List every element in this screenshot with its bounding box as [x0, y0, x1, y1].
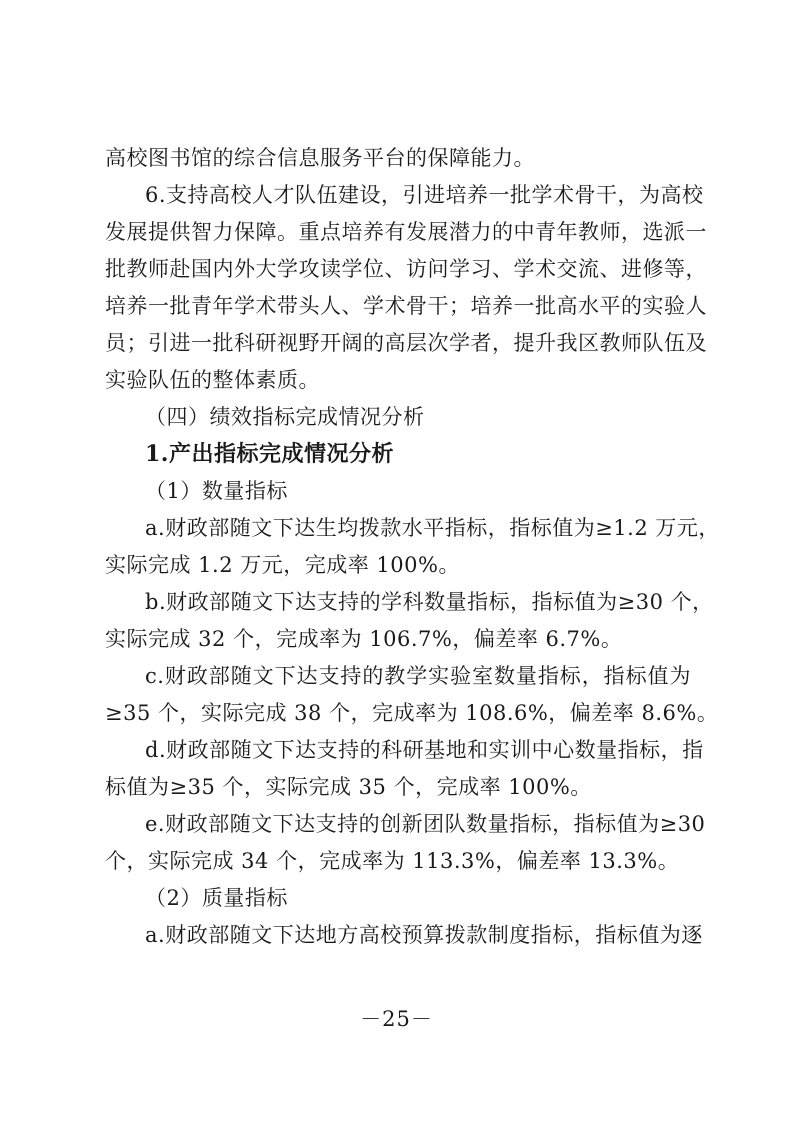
document-body: [105, 140, 720, 954]
paragraph-line: 批教师赴国内外大学攻读学位、访问学习、学术交流、进修等，: [105, 257, 707, 281]
sub-subsection-heading: （2）质量指标: [145, 886, 288, 910]
section-heading: （四）绩效指标完成情况分析: [145, 405, 425, 429]
paragraph-line: 发展提供智力保障。重点培养有发展潜力的中青年教师，选派一: [105, 220, 707, 244]
paragraph-line: 实验队伍的整体素质。: [105, 368, 320, 392]
subsection-heading: 1.产出指标完成情况分析: [145, 441, 394, 467]
sub-subsection-heading: （1）数量指标: [145, 479, 288, 503]
paragraph-line: d.财政部随文下达支持的科研基地和实训中心数量指标，指: [145, 738, 704, 762]
paragraph-line: ≥35 个，实际完成 38 个，完成率为 108.6%，偏差率 8.6%。: [105, 701, 719, 725]
paragraph-line: c.财政部随文下达支持的教学实验室数量指标，指标值为: [145, 664, 691, 688]
paragraph-line: b.财政部随文下达支持的学科数量指标，指标值为≥30 个，: [145, 590, 714, 614]
paragraph-line: 个，实际完成 34 个，完成率为 113.3%，偏差率 13.3%。: [105, 849, 680, 873]
paragraph-line: 员；引进一批科研视野开阔的高层次学者，提升我区教师队伍及: [105, 331, 707, 355]
paragraph-line: a.财政部随文下达地方高校预算拨款制度指标，指标值为逐: [145, 923, 703, 947]
paragraph-line: 实际完成 32 个，完成率为 106.7%，偏差率 6.7%。: [105, 627, 623, 651]
paragraph-line: 6.支持高校人才队伍建设，引进培养一批学术骨干，为高校: [145, 183, 704, 207]
paragraph-line: 培养一批青年学术带头人、学术骨干；培养一批高水平的实验人: [105, 294, 707, 318]
paragraph-line: 高校图书馆的综合信息服务平台的保障能力。: [105, 146, 535, 170]
paragraph-line: 标值为≥35 个，实际完成 35 个，完成率 100%。: [105, 775, 592, 799]
page-number: －25－: [360, 1007, 433, 1031]
paragraph-line: e.财政部随文下达支持的创新团队数量指标，指标值为≥30: [145, 812, 706, 836]
paragraph-line: 实际完成 1.2 万元，完成率 100%。: [105, 553, 460, 577]
paragraph-line: a.财政部随文下达生均拨款水平指标，指标值为≥1.2 万元，: [145, 516, 720, 540]
